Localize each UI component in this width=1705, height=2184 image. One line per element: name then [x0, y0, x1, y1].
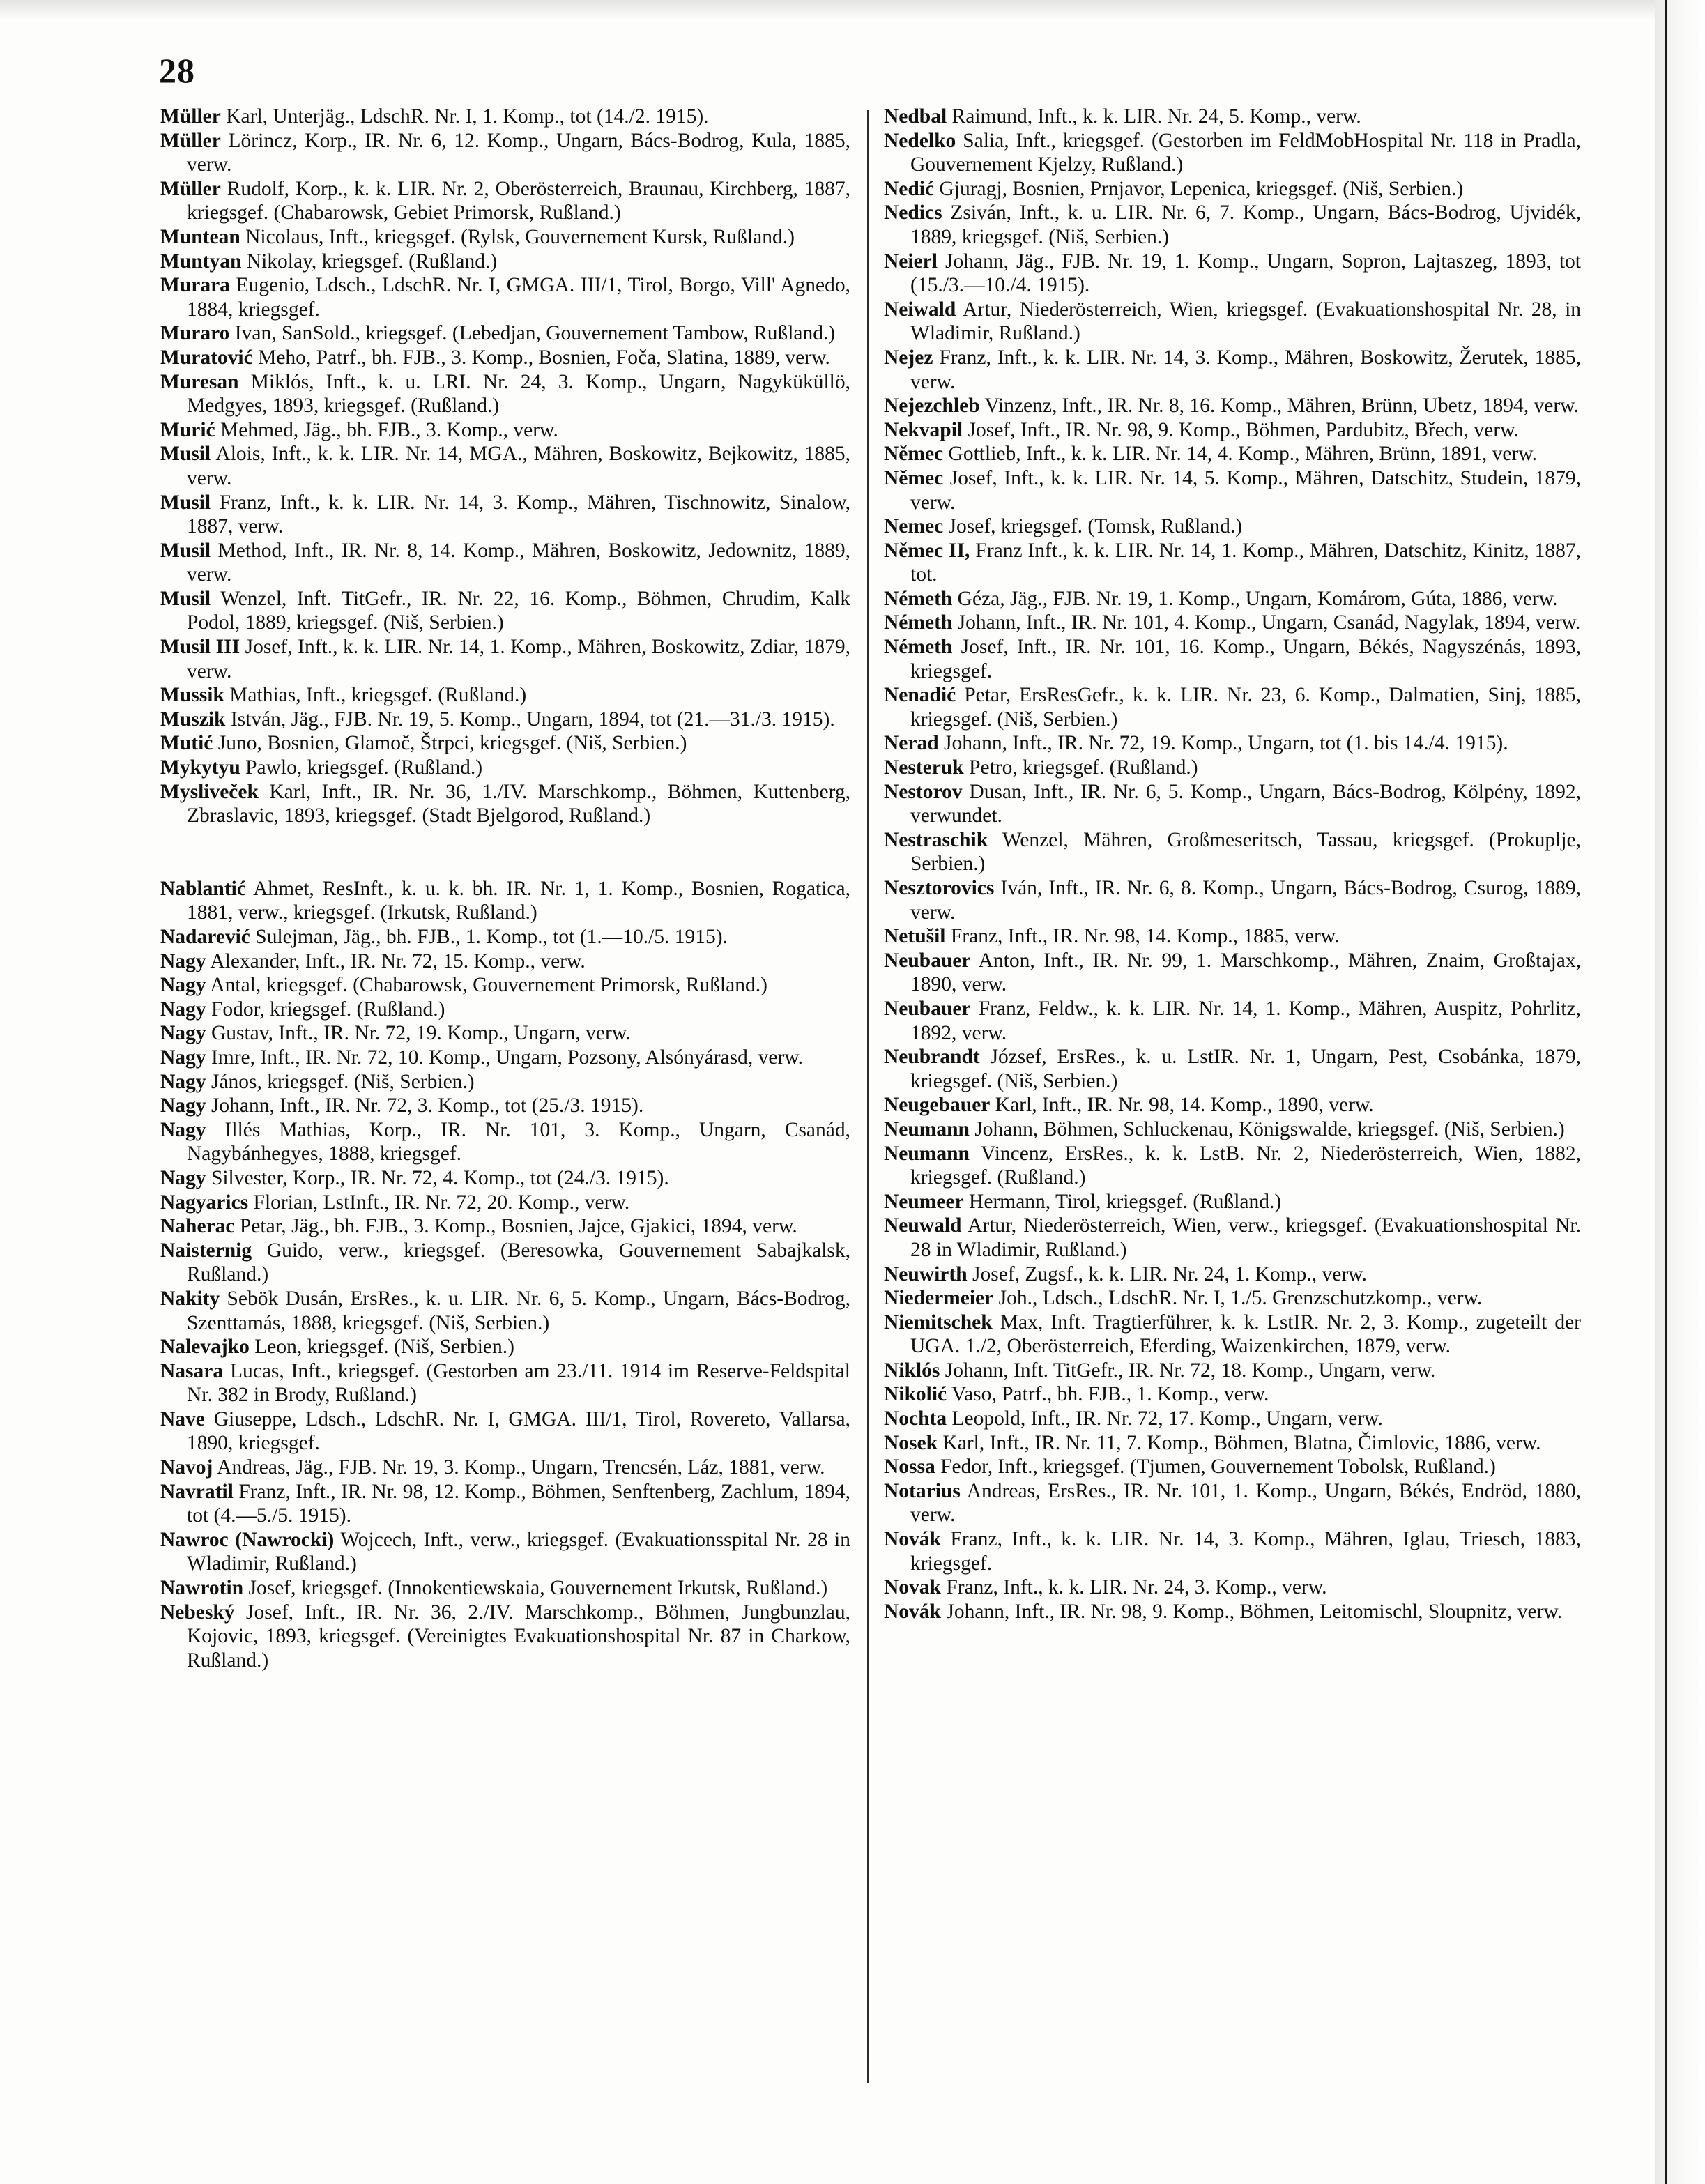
entry-details: Lucas, Inft., kriegsgef. (Gestorben am 23./11. 1914 im Reserve-Feldspital Nr. 382 in Brody, Rußland.) [187, 1359, 850, 1407]
list-entry [160, 1070, 850, 1094]
entry-surname: Neuwald [884, 1214, 962, 1237]
entry-surname: Muszik [160, 708, 226, 731]
list-entry [160, 491, 850, 539]
entry-details: Petar, ErsResGefr., k. k. LIR. Nr. 23, 6. Komp., Dalmatien, Sinj, 1885, kriegsgef. (Niš, Serbien.) [910, 684, 1581, 731]
list-entry [160, 418, 850, 443]
list-entry [160, 635, 850, 683]
list-entry [884, 780, 1581, 828]
entry-details: Miklós, Inft., k. u. LRI. Nr. 24, 3. Komp., Ungarn, Nagyküküllö, Medgyes, 1893, kriegsgef. (Rußland.) [187, 370, 850, 418]
entry-details: Josef, Zugsf., k. k. LIR. Nr. 24, 1. Komp., verw. [972, 1262, 1367, 1285]
entry-surname: Nedbal [884, 105, 947, 128]
entry-surname: Niklós [884, 1359, 940, 1382]
list-entry [884, 1455, 1581, 1479]
entry-details: Ahmet, ResInft., k. u. k. bh. IR. Nr. 1, 1. Komp., Bosnien, Rogatica, 1881, verw., kriegsgef. (Irkutsk, Rußland.) [187, 877, 850, 924]
entry-surname: Nagy [160, 998, 206, 1021]
list-entry [884, 1431, 1581, 1456]
entry-details: Johann, Inft., IR. Nr. 98, 9. Komp., Böhmen, Leitomischl, Sloupnitz, verw. [946, 1600, 1563, 1623]
entry-surname: Musil III [160, 636, 240, 659]
entry-surname: Neugebauer [884, 1094, 991, 1117]
entry-surname: Musil [160, 491, 211, 514]
entry-surname: Muntean [160, 225, 240, 248]
entry-surname: Neubauer [884, 997, 971, 1020]
entry-details: Wenzel, Mähren, Großmeseritsch, Tassau, kriegsgef. (Prokuplje, Serbien.) [910, 828, 1581, 876]
list-entry [884, 876, 1581, 924]
list-entry [160, 1576, 850, 1601]
entry-surname: Nosek [884, 1431, 938, 1454]
left-column [160, 105, 850, 1672]
entry-surname: Nagy [160, 974, 206, 997]
list-entry [884, 298, 1581, 346]
entry-surname: Netušil [884, 925, 946, 948]
entry-surname: Nikolić [884, 1383, 947, 1406]
entry-details: Franz, Inft., IR. Nr. 98, 12. Komp., Böhmen, Senftenberg, Zachlum, 1894, tot (4.—5./5. 1915). [187, 1480, 851, 1527]
entry-details: Andreas, Jäg., FJB. Nr. 19, 3. Komp., Ungarn, Trencsén, Láz, 1881, verw. [217, 1456, 825, 1479]
entry-surname: Nagy [160, 1166, 206, 1189]
entry-details: Johann, Jäg., FJB. Nr. 19, 1. Komp., Ungarn, Sopron, Lajtaszeg, 1893, tot (15./3.—10./4. 1915). [910, 250, 1581, 297]
list-entry [884, 250, 1581, 298]
list-entry [884, 1575, 1581, 1600]
entry-details: Salia, Inft., kriegsgef. (Gestorben im FeldMobHospital Nr. 118 in Pradla, Gouvernement Kjelzy, Rußland.) [910, 129, 1581, 176]
list-entry [884, 1190, 1581, 1214]
entry-details: Imre, Inft., IR. Nr. 72, 10. Komp., Ungarn, Pozsony, Alsónyárasd, verw. [211, 1046, 804, 1069]
entry-details: Illés Mathias, Korp., IR. Nr. 101, 3. Komp., Ungarn, Csanád, Nagybánhegyes, 1888, kriegsgef. [187, 1118, 850, 1166]
list-entry [160, 1407, 850, 1456]
entry-details: Antal, kriegsgef. (Chabarowsk, Gouvernement Primorsk, Rußland.) [210, 974, 767, 997]
entry-details: Anton, Inft., IR. Nr. 99, 1. Marschkomp., Mähren, Znaim, Großtajax, 1890, verw. [910, 949, 1582, 996]
scan-shadow-top [0, 0, 1705, 20]
list-entry [884, 394, 1581, 418]
entry-details: Franz, Inft., IR. Nr. 98, 14. Komp., 1885, verw. [950, 925, 1340, 948]
entry-details: Franz, Feldw., k. k. LIR. Nr. 14, 1. Komp., Mähren, Auspitz, Pohrlitz, 1892, verw. [910, 997, 1581, 1044]
entry-details: Karl, Unterjäg., LdschR. Nr. I, 1. Komp., tot (14./2. 1915). [226, 105, 709, 128]
entry-details: Leopold, Inft., IR. Nr. 72, 17. Komp., Ungarn, verw. [951, 1407, 1383, 1430]
entry-details: Gustav, Inft., IR. Nr. 72, 19. Komp., Ungarn, verw. [211, 1022, 631, 1045]
list-entry [884, 1093, 1581, 1117]
list-entry [160, 756, 850, 780]
entry-surname: Nave [160, 1407, 205, 1430]
list-entry [160, 273, 850, 321]
entry-surname: Müller [160, 105, 221, 128]
entry-group-right [884, 105, 1581, 1624]
entry-surname: Németh [884, 587, 953, 610]
entry-surname: Navratil [160, 1480, 234, 1503]
list-entry [160, 1214, 850, 1239]
list-entry [160, 1601, 850, 1673]
entry-details: József, ErsRes., k. u. LstIR. Nr. 1, Ungarn, Pest, Csobánka, 1879, kriegsgef. (Niš, Serbien.) [910, 1046, 1582, 1092]
list-entry [160, 250, 850, 274]
list-entry [884, 1407, 1581, 1431]
entry-surname: Navoj [160, 1456, 213, 1479]
entry-surname: Nablantić [160, 877, 246, 900]
list-entry [884, 177, 1581, 201]
entry-details: Guido, verw., kriegsgef. (Beresowka, Gouvernement Sabajkalsk, Rußland.) [187, 1239, 850, 1286]
list-entry [160, 1046, 850, 1070]
entry-surname: Němec [884, 443, 944, 466]
entry-surname: Niemitschek [884, 1311, 993, 1334]
entry-surname: Novák [884, 1528, 941, 1551]
entry-details: Giuseppe, Ldsch., LdschR. Nr. I, GMGA. III/1, Tirol, Rovereto, Vallarsa, 1890, kriegsgef. [187, 1407, 850, 1455]
list-entry [884, 466, 1581, 514]
scan-shadow-right [1655, 0, 1705, 2184]
list-entry [160, 1191, 850, 1215]
list-entry [160, 998, 850, 1022]
entry-details: Andreas, ErsRes., IR. Nr. 101, 1. Komp., Ungarn, Békés, Endröd, 1880, verw. [910, 1479, 1582, 1527]
entry-surname: Müller [160, 177, 221, 200]
list-entry [160, 1021, 850, 1046]
list-entry [884, 587, 1581, 611]
entry-surname: Nejez [884, 346, 933, 369]
entry-surname: Muntyan [160, 250, 242, 273]
entry-surname: Nedics [884, 201, 942, 224]
entry-details: Pawlo, kriegsgef. (Rußland.) [245, 756, 483, 779]
entry-details: Johann, Böhmen, Schluckenau, Königswalde, kriegsgef. (Niš, Serbien.) [974, 1117, 1565, 1140]
entry-surname: Musil [160, 443, 211, 466]
entry-surname: Nagy [160, 1118, 206, 1141]
list-entry [160, 708, 850, 732]
entry-surname: Nesteruk [884, 756, 964, 779]
list-entry [160, 973, 850, 998]
entry-details: Josef, Inft., k. k. LIR. Nr. 14, 5. Komp., Mähren, Datschitz, Studein, 1879, verw. [910, 466, 1582, 514]
list-entry [884, 949, 1581, 997]
entry-details: Juno, Bosnien, Glamoč, Štrpci, kriegsgef. (Niš, Serbien.) [217, 732, 687, 755]
entry-surname: Němec II, [884, 539, 970, 562]
list-entry [160, 731, 850, 756]
entry-details: Vinzenz, Inft., IR. Nr. 8, 16. Komp., Mähren, Brünn, Ubetz, 1894, verw. [984, 395, 1579, 418]
entry-details: Karl, Inft., IR. Nr. 98, 14. Komp., 1890, verw. [995, 1094, 1374, 1117]
list-entry [160, 225, 850, 250]
entry-details: Franz, Inft., k. k. LIR. Nr. 24, 3. Komp., verw. [946, 1576, 1327, 1599]
entry-surname: Mykytyu [160, 756, 240, 779]
list-entry [160, 1094, 850, 1118]
list-entry [884, 1117, 1581, 1142]
entry-surname: Mussik [160, 684, 224, 707]
entry-details: Johann, Inft. TitGefr., IR. Nr. 72, 18. Komp., Ungarn, verw. [945, 1359, 1436, 1382]
entry-details: Rudolf, Korp., k. k. LIR. Nr. 2, Oberösterreich, Braunau, Kirchberg, 1887, kriegsgef. (Chabarowsk, Gebiet Primorsk, Rußland.) [187, 177, 851, 224]
entry-surname: Nagy [160, 949, 206, 972]
entry-details: Gottlieb, Inft., k. k. LIR. Nr. 14, 4. Komp., Mähren, Brünn, 1891, verw. [948, 443, 1538, 466]
entry-details: Josef, kriegsgef. (Innokentiewskaia, Gouvernement Irkutsk, Rußland.) [248, 1577, 828, 1600]
entry-surname: Müller [160, 129, 221, 152]
list-entry [160, 1287, 850, 1335]
entry-details: Josef, Inft., IR. Nr. 101, 16. Komp., Ungarn, Békés, Nagyszénás, 1893, kriegsgef. [910, 636, 1581, 682]
entry-details: Nicolaus, Inft., kriegsgef. (Rylsk, Gouvernement Kursk, Rußland.) [245, 225, 795, 248]
entry-surname: Neubrandt [884, 1046, 980, 1069]
entry-details: Karl, Inft., IR. Nr. 11, 7. Komp., Böhmen, Blatna, Čimlovic, 1886, verw. [942, 1431, 1541, 1454]
entry-details: Ivan, SanSold., kriegsgef. (Lebedjan, Gouvernement Tambow, Rußland.) [234, 322, 836, 345]
list-entry [884, 514, 1581, 539]
list-entry [160, 1456, 850, 1480]
list-entry [884, 1359, 1581, 1383]
entry-details: Eugenio, Ldsch., LdschR. Nr. I, GMGA. III/1, Tirol, Borgo, Vill' Agnedo, 1884, kriegsgef. [187, 274, 850, 321]
entry-surname: Musil [160, 539, 211, 562]
entry-surname: Nemec [884, 515, 944, 538]
entry-surname: Neumann [884, 1117, 970, 1140]
entry-surname: Nagy [160, 1094, 206, 1117]
list-entry [884, 1045, 1581, 1093]
entry-surname: Němec [884, 466, 944, 489]
entry-details: Max, Inft. Tragtierführer, k. k. LstIR. Nr. 2, 3. Komp., zugeteilt der UGA. 1./2, Oberösterreich, Eferding, Waizenkirchen, 1879, verw. [910, 1311, 1582, 1358]
list-entry [160, 1118, 850, 1166]
entry-details: Petro, kriegsgef. (Rußland.) [969, 756, 1198, 779]
entry-surname: Németh [884, 636, 953, 659]
entry-surname: Nenadić [884, 684, 956, 707]
entry-group-n [160, 877, 850, 1673]
entry-surname: Neubauer [884, 949, 971, 972]
list-entry [884, 346, 1581, 394]
entry-surname: Nakity [160, 1287, 220, 1310]
entry-details: Franz, Inft., k. k. LIR. Nr. 14, 3. Komp., Mähren, Tischnowitz, Sinalow, 1887, verw. [187, 491, 851, 538]
list-entry [884, 539, 1581, 587]
list-entry [884, 1142, 1581, 1190]
list-entry [160, 177, 850, 225]
entry-surname: Nestorov [884, 780, 963, 803]
entry-details: Florian, LstInft., IR. Nr. 72, 20. Komp., verw. [253, 1191, 630, 1214]
list-entry [160, 442, 850, 490]
entry-surname: Nejezchleb [884, 395, 980, 418]
page-number: 28 [159, 51, 195, 90]
entry-group-m [160, 105, 850, 828]
entry-surname: Mutić [160, 732, 213, 755]
entry-details: Meho, Patrf., bh. FJB., 3. Komp., Bosnien, Foča, Slatina, 1889, verw. [258, 346, 830, 369]
list-entry [160, 1239, 850, 1287]
list-entry [160, 925, 850, 949]
entry-surname: Murić [160, 418, 215, 441]
entry-details: Nikolay, kriegsgef. (Rußland.) [246, 250, 498, 273]
entry-surname: Nagy [160, 1046, 206, 1069]
entry-surname: Mysliveček [160, 780, 259, 803]
entry-surname: Nesztorovics [884, 877, 995, 899]
entry-surname: Nagy [160, 1070, 206, 1093]
list-entry [160, 587, 850, 635]
entry-surname: Muratović [160, 346, 253, 369]
entry-surname: Novak [884, 1576, 941, 1599]
entry-details: Josef, Inft., k. k. LIR. Nr. 14, 1. Komp., Mähren, Boskowitz, Zdiar, 1879, verw. [187, 636, 850, 682]
entry-details: Sebök Dusán, ErsRes., k. u. LIR. Nr. 6, 5. Komp., Ungarn, Bács-Bodrog, Szenttamás, 1888, kriegsgef. (Niš, Serbien.) [187, 1287, 850, 1334]
entry-details: Alois, Inft., k. k. LIR. Nr. 14, MGA., Mähren, Boskowitz, Bejkowitz, 1885, verw. [187, 443, 850, 489]
list-entry [160, 683, 850, 708]
entry-details: Artur, Niederösterreich, Wien, kriegsgef. (Evakuationshospital Nr. 28, in Wladimir, Rußland.) [910, 298, 1582, 345]
list-entry [160, 346, 850, 370]
entry-details: Vincenz, ErsRes., k. k. LstB. Nr. 2, Niederösterreich, Wien, 1882, kriegsgef. (Rußland.) [910, 1142, 1581, 1189]
entry-surname: Nadarević [160, 926, 250, 948]
entry-details: Karl, Inft., IR. Nr. 36, 1./IV. Marschkomp., Böhmen, Kuttenberg, Zbraslavic, 1893, kriegsgef. (Stadt Bjelgorod, Rußland.) [187, 780, 851, 827]
list-entry [884, 105, 1581, 129]
entry-details: Dusan, Inft., IR. Nr. 6, 5. Komp., Ungarn, Bács-Bodrog, Kölpény, 1892, verwundet. [910, 780, 1581, 827]
entry-details: Mehmed, Jäg., bh. FJB., 3. Komp., verw. [220, 418, 558, 441]
entry-surname: Nasara [160, 1359, 224, 1382]
list-entry [884, 1262, 1581, 1287]
entry-details: Vaso, Patrf., bh. FJB., 1. Komp., verw. [951, 1383, 1269, 1406]
entry-surname: Neumeer [884, 1190, 964, 1213]
list-entry [160, 105, 850, 129]
entry-surname: Nedić [884, 177, 935, 200]
entry-surname: Neierl [884, 250, 938, 273]
entry-details: Iván, Inft., IR. Nr. 6, 8. Komp., Ungarn, Bács-Bodrog, Csurog, 1889, verw. [910, 877, 1581, 924]
entry-details: Petar, Jäg., bh. FJB., 3. Komp., Bosnien, Jajce, Gjakici, 1894, verw. [239, 1215, 797, 1238]
list-entry [884, 828, 1581, 876]
entry-surname: Nagy [160, 1022, 206, 1045]
list-entry [160, 949, 850, 974]
entry-surname: Murara [160, 274, 230, 297]
entry-surname: Neuwirth [884, 1262, 968, 1285]
entry-surname: Neumann [884, 1142, 970, 1165]
entry-details: Franz Inft., k. k. LIR. Nr. 14, 1. Komp., Mähren, Datschitz, Kinitz, 1887, tot. [910, 539, 1581, 586]
entry-surname: Niedermeier [884, 1287, 994, 1310]
list-entry [884, 129, 1581, 177]
entry-details: János, kriegsgef. (Niš, Serbien.) [211, 1070, 475, 1093]
entry-surname: Nerad [884, 732, 939, 755]
entry-details: Zsiván, Inft., k. u. LIR. Nr. 6, 7. Komp., Ungarn, Bács-Bodrog, Ujvidék, 1889, kriegsgef. (Niš, Serbien.) [910, 201, 1581, 248]
entry-details: Josef, Inft., IR. Nr. 98, 9. Komp., Böhmen, Pardubitz, Břech, verw. [968, 418, 1519, 441]
entry-details: Alexander, Inft., IR. Nr. 72, 15. Komp., verw. [210, 949, 586, 972]
entry-surname: Muraro [160, 322, 230, 345]
entry-surname: Nestraschik [884, 828, 988, 851]
entry-details: Johann, Inft., IR. Nr. 72, 3. Komp., tot (25./3. 1915). [211, 1094, 644, 1117]
list-entry [884, 997, 1581, 1045]
entry-details: Lörincz, Korp., IR. Nr. 6, 12. Komp., Ungarn, Bács-Bodrog, Kula, 1885, verw. [187, 129, 851, 176]
entry-surname: Nagyarics [160, 1191, 249, 1214]
list-entry [884, 683, 1581, 731]
list-entry [160, 539, 850, 587]
list-entry [160, 780, 850, 828]
entry-details: Wenzel, Inft. TitGefr., IR. Nr. 22, 16. Komp., Böhmen, Chrudim, Kalk Podol, 1889, kriegsgef. (Niš, Serbien.) [187, 587, 851, 634]
list-entry [160, 129, 850, 177]
entry-details: Géza, Jäg., FJB. Nr. 19, 1. Komp., Ungarn, Komárom, Gúta, 1886, verw. [957, 587, 1558, 610]
entry-details: Raimund, Inft., k. k. LIR. Nr. 24, 5. Komp., verw. [951, 105, 1361, 128]
entry-details: István, Jäg., FJB. Nr. 19, 5. Komp., Ungarn, 1894, tot (21.—31./3. 1915). [230, 708, 835, 731]
right-column [884, 105, 1581, 1624]
list-entry [160, 321, 850, 346]
list-entry [884, 1479, 1581, 1527]
entry-details: Joh., Ldsch., LdschR. Nr. I, 1./5. Grenzschutzkomp., verw. [998, 1287, 1483, 1310]
entry-details: Method, Inft., IR. Nr. 8, 14. Komp., Mähren, Boskowitz, Jedownitz, 1889, verw. [187, 539, 850, 586]
list-entry [884, 1286, 1581, 1311]
list-entry [884, 756, 1581, 780]
entry-surname: Nawroc (Nawrocki) [160, 1528, 335, 1551]
entry-surname: Notarius [884, 1479, 961, 1502]
entry-details: Fedor, Inft., kriegsgef. (Tjumen, Gouvernement Tobolsk, Rußland.) [940, 1456, 1496, 1479]
entry-surname: Nawrotin [160, 1577, 244, 1600]
list-entry [160, 877, 850, 925]
list-entry [160, 1335, 850, 1359]
entry-details: Gjuragj, Bosnien, Prnjavor, Lepenica, kriegsgef. (Niš, Serbien.) [939, 177, 1464, 200]
entry-surname: Nochta [884, 1407, 947, 1430]
entry-surname: Musil [160, 587, 211, 610]
entry-details: Wojcech, Inft., verw., kriegsgef. (Evakuationsspital Nr. 28 in Wladimir, Rußland.) [187, 1528, 850, 1575]
entry-details: Franz, Inft., k. k. LIR. Nr. 14, 3. Komp., Mähren, Iglau, Triesch, 1883, kriegsgef. [910, 1528, 1581, 1575]
section-gap [160, 828, 850, 877]
list-entry [884, 1311, 1581, 1359]
list-entry [160, 370, 850, 418]
list-entry [160, 1480, 850, 1528]
entry-details: Artur, Niederösterreich, Wien, verw., kriegsgef. (Evakuationshospital Nr. 28 in Wladimir, Rußland.) [910, 1214, 1582, 1261]
list-entry [160, 1359, 850, 1407]
list-entry [884, 1527, 1581, 1575]
list-entry [884, 418, 1581, 443]
list-entry [160, 1528, 850, 1576]
list-entry [884, 1600, 1581, 1624]
list-entry [884, 611, 1581, 635]
list-entry [884, 201, 1581, 249]
entry-surname: Nedelko [884, 129, 956, 152]
entry-details: Sulejman, Jäg., bh. FJB., 1. Komp., tot (1.—10./5. 1915). [255, 926, 728, 948]
entry-details: Fodor, kriegsgef. (Rußland.) [211, 998, 445, 1021]
entry-surname: Nekvapil [884, 418, 963, 441]
entry-details: Johann, Inft., IR. Nr. 72, 19. Komp., Ungarn, tot (1. bis 14./4. 1915). [944, 732, 1508, 755]
entry-surname: Muresan [160, 370, 239, 393]
list-entry [160, 1166, 850, 1191]
entry-surname: Nalevajko [160, 1336, 250, 1359]
column-divider [867, 110, 869, 2083]
entry-surname: Naherac [160, 1215, 235, 1238]
entry-surname: Németh [884, 611, 953, 634]
page-edge-line [1665, 0, 1667, 2184]
entry-surname: Novák [884, 1600, 941, 1623]
entry-details: Leon, kriegsgef. (Niš, Serbien.) [254, 1336, 514, 1359]
entry-surname: Nebeský [160, 1601, 235, 1624]
list-entry [884, 442, 1581, 466]
entry-details: Silvester, Korp., IR. Nr. 72, 4. Komp., tot (24./3. 1915). [211, 1166, 669, 1189]
entry-details: Johann, Inft., IR. Nr. 101, 4. Komp., Ungarn, Csanád, Nagylak, 1894, verw. [957, 611, 1581, 634]
entry-surname: Naisternig [160, 1239, 252, 1262]
list-entry [884, 924, 1581, 949]
entry-details: Franz, Inft., k. k. LIR. Nr. 14, 3. Komp., Mähren, Boskowitz, Žerutek, 1885, verw. [910, 346, 1582, 393]
entry-details: Mathias, Inft., kriegsgef. (Rußland.) [229, 684, 527, 707]
entry-details: Josef, Inft., IR. Nr. 36, 2./IV. Marschkomp., Böhmen, Jungbunzlau, Kojovic, 1893, kriegsgef. (Vereinigtes Evakuationshospital Nr. 87 in Charkow, Rußland.) [187, 1601, 850, 1672]
entry-details: Josef, kriegsgef. (Tomsk, Rußland.) [948, 515, 1243, 538]
list-entry [884, 731, 1581, 756]
list-entry [884, 1214, 1581, 1262]
entry-surname: Neiwald [884, 298, 956, 321]
list-entry [884, 635, 1581, 683]
entry-details: Hermann, Tirol, kriegsgef. (Rußland.) [969, 1190, 1282, 1213]
entry-surname: Nossa [884, 1456, 935, 1479]
list-entry [884, 1382, 1581, 1407]
